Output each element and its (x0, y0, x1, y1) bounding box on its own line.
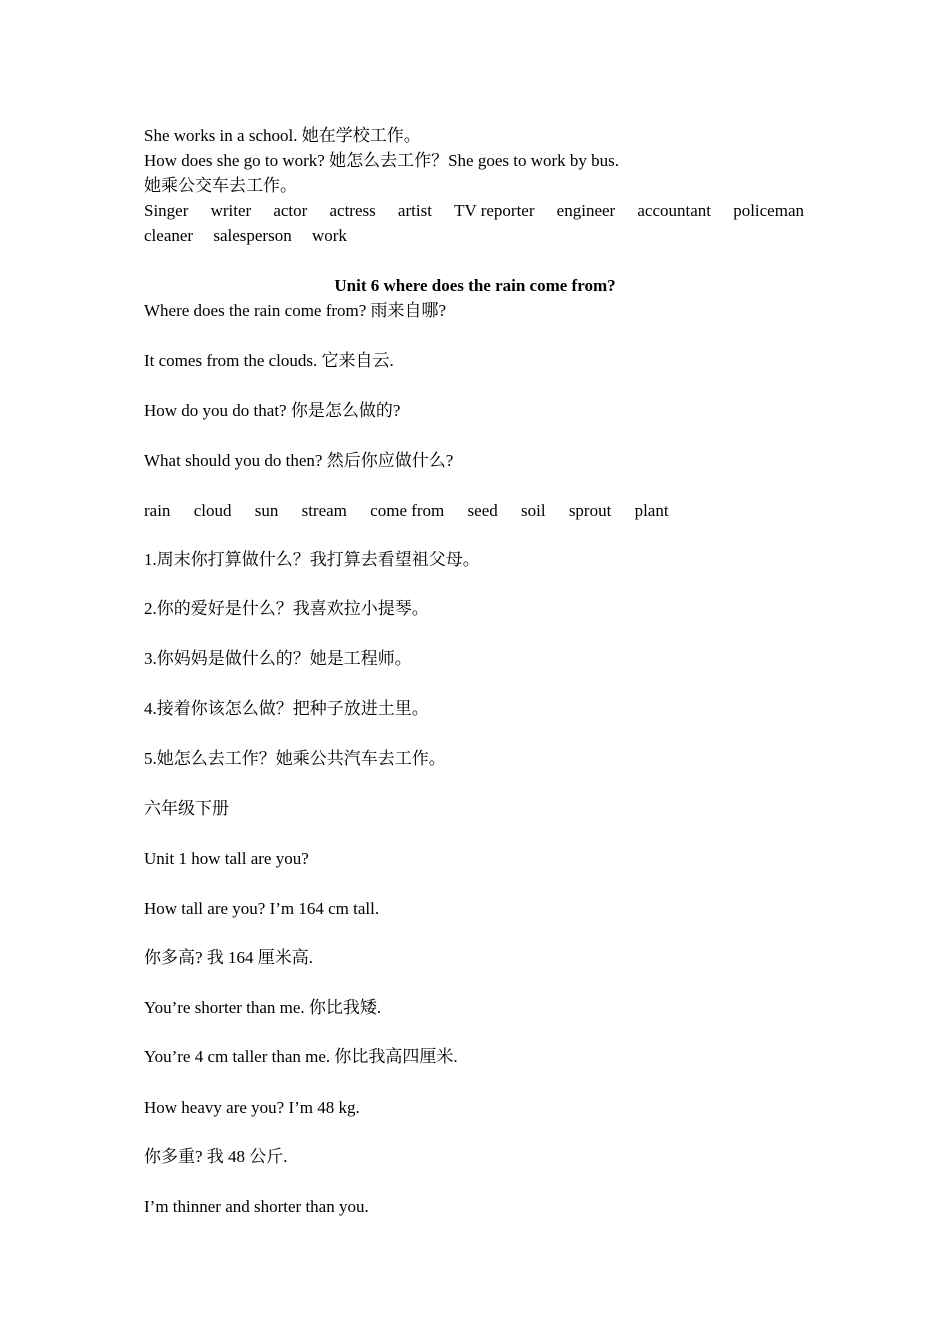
exercise-item: 4.接着你该怎么做？把种子放进土里。 (144, 699, 429, 718)
exercise-item: 5.她怎么去工作？她乘公共汽车去工作。 (144, 749, 446, 768)
vocab-word: policeman (733, 201, 804, 220)
unit-title: Unit 1 how tall are you? (144, 849, 309, 868)
exercise-item: 3.你妈妈是做什么的？她是工程师。 (144, 649, 412, 668)
text-line: Where does the rain come from? 雨来自哪? (144, 301, 447, 320)
text-line: What should you do then? 然后你应做什么? (144, 451, 454, 470)
text-line: How tall are you? I’m 164 cm tall. (144, 899, 380, 918)
vocab-word: actor (273, 201, 308, 220)
vocab-word: stream (301, 501, 347, 520)
text-line: How does she go to work? 她怎么去工作？She goes to work by bus. (144, 151, 620, 170)
vocab-word: accountant (637, 201, 712, 220)
vocab-word: work (311, 226, 347, 245)
text-line: How heavy are you? I’m 48 kg. (144, 1098, 360, 1117)
section-heading: 六年级下册 (144, 799, 229, 818)
vocab-word: cloud (193, 501, 232, 520)
vocabulary-row (144, 498, 804, 523)
text-line: You’re shorter than me. 你比我矮. (144, 998, 382, 1017)
vocab-word: Singer (144, 201, 189, 220)
vocab-word: soil (521, 501, 546, 520)
vocab-word: TV reporter (454, 201, 535, 220)
vocab-word: rain (144, 501, 171, 520)
exercise-item: 2.你的爱好是什么？我喜欢拉小提琴。 (144, 599, 429, 618)
vocab-word: sprout (568, 501, 612, 520)
text-line: How do you do that? 你是怎么做的? (144, 401, 401, 420)
text-line: I’m thinner and shorter than you. (144, 1197, 369, 1216)
jobs-vocabulary-row (144, 198, 804, 223)
vocab-word: plant (634, 501, 669, 520)
text-line: 她乘公交车去工作。 (144, 176, 297, 195)
vocab-word: writer (210, 201, 252, 220)
vocab-word: seed (467, 501, 498, 520)
text-line: 你多重? 我 48 公斤. (144, 1147, 288, 1166)
vocab-word: cleaner (144, 226, 194, 245)
vocab-word: engineer (556, 201, 616, 220)
text-line: You’re 4 cm taller than me. 你比我高四厘米. (144, 1047, 458, 1066)
unit-title: Unit 6 where does the rain come from? (334, 276, 616, 295)
vocab-word: artist (397, 201, 432, 220)
vocab-word: come from (370, 501, 445, 520)
text-line: 你多高? 我 164 厘米高. (144, 948, 314, 967)
text-line: She works in a school. 她在学校工作。 (144, 126, 421, 145)
jobs-vocabulary-row (144, 223, 804, 248)
vocab-word: salesperson (213, 226, 292, 245)
vocab-word: actress (329, 201, 376, 220)
text-line: It comes from the clouds. 它来自云. (144, 351, 394, 370)
exercise-item: 1.周末你打算做什么？我打算去看望祖父母。 (144, 550, 480, 569)
vocab-word: sun (254, 501, 279, 520)
